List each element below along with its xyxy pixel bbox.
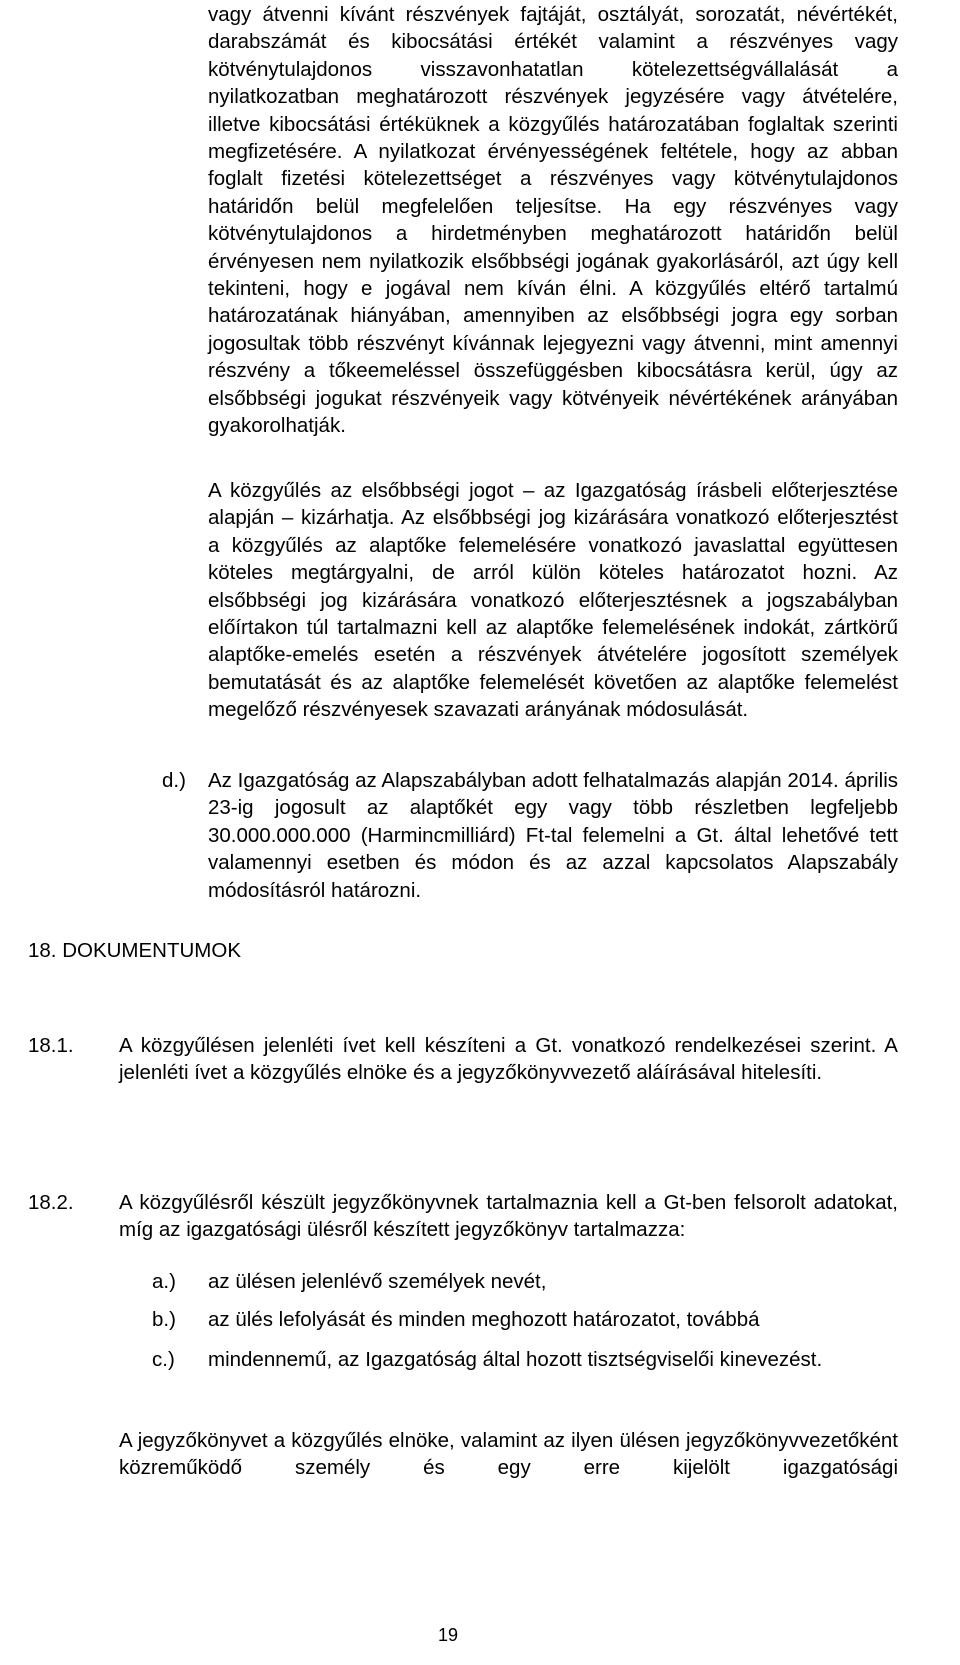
item-d-text: Az Igazgatóság az Alapszabályban adott felhatalmazás alapján 2014. április 23-ig jogosult az alaptőkét egy vagy több részletben legfeljebb 30.000.000.000 (Harmincmilliárd) Ft-tal felemelni a Gt. által lehetővé tett valamennyi esetben és módon és az azzal kapcsolatos Alapszabály módosításról határozni.	[208, 769, 898, 902]
list-item-a-label: a.)	[152, 1270, 176, 1293]
paragraph-preemption-exclusion: A közgyűlés az elsőbbségi jogot – az Igazgatóság írásbeli előterjesztése alapján – kizárhatja. Az elsőbbségi jog kizárására vonatkozó előterjesztést a közgyűlés az alaptőke felemelésére vonatkozó javaslattal együttesen köteles megtárgyalni, de arról külön köteles határozatot hozni. Az elsőbbségi jog kizárására vonatkozó előterjesztésnek a jogszabályban előírtakon túl tartalmazni kell az alaptőke felemelésének indokát, zártkörű alaptőke-emelés esetén a részvények átvételére jogosított személyek bemutatását és az alaptőke felemelését követően az alaptőke felemelést megelőző részvényesek szavazati arányának módosulását.	[208, 479, 898, 722]
page-number: 19	[438, 1625, 459, 1645]
closing-paragraph: A jegyzőkönyvet a közgyűlés elnöke, valamint az ilyen ülésen jegyzőkönyvvezetőként közreműködő személy és egy erre kijelölt igazgatósági	[119, 1429, 898, 1480]
list-item-c-text: mindennemű, az Igazgatóság által hozott tisztségviselői kinevezést.	[208, 1348, 823, 1371]
section-18-2-number: 18.2.	[28, 1191, 74, 1214]
section-18-1-text: A közgyűlésen jelenléti ívet kell készíteni a Gt. vonatkozó rendelkezései szerint. A jelenléti ívet a közgyűlés elnöke és a jegyzőkönyvvezető aláírásával hitelesíti.	[119, 1034, 898, 1085]
section-18-1-number: 18.1.	[28, 1034, 74, 1057]
list-item-b-label: b.)	[152, 1308, 176, 1331]
list-item-a-text: az ülésen jelenlévő személyek nevét,	[208, 1270, 547, 1293]
item-d-label: d.)	[162, 769, 186, 792]
list-item-c-label: c.)	[152, 1348, 175, 1371]
list-item-b-text: az ülés lefolyását és minden meghozott határozatot, továbbá	[208, 1308, 760, 1331]
section-18-2-text: A közgyűlésről készült jegyzőkönyvnek tartalmaznia kell a Gt-ben felsorolt adatokat, míg az igazgatósági ülésről készített jegyzőkönyv tartalmazza:	[119, 1191, 898, 1242]
paragraph-preemption-declaration: vagy átvenni kívánt részvények fajtáját, osztályát, sorozatát, névértékét, darabszámát és kibocsátási értékét valamint a részvényes vagy kötvénytulajdonos visszavonhatatlan kötelezettségvállalását a nyilatkozatban meghatározott részvények jegyzésére vagy átvételére, illetve kibocsátási értéküknek a közgyűlés határozatában foglaltak szerinti megfizetésére. A nyilatkozat érvényességének feltétele, hogy az abban foglalt fizetési kötelezettséget a részvényes vagy kötvénytulajdonos határidőn belül megfelelően teljesítse. Ha egy részvényes vagy kötvénytulajdonos a hirdetményben meghatározott határidőn belül érvényesen nem nyilatkozik elsőbbségi jogának gyakorlásáról, azt úgy kell tekinteni, hogy e jogával nem kíván élni. A közgyűlés eltérő tartalmú határozatának hiányában, amennyiben az elsőbbségi jogra egy sorban jogosultak több részvényt kívánnak lejegyezni vagy átvenni, mint amennyi részvény a tőkeemeléssel összefüggésben kibocsátásra kerül, úgy az elsőbbségi jogukat részvényeik vagy kötvényeik névértékének arányában gyakorolhatják.	[208, 3, 898, 438]
section-heading: 18. DOKUMENTUMOK	[28, 939, 241, 962]
